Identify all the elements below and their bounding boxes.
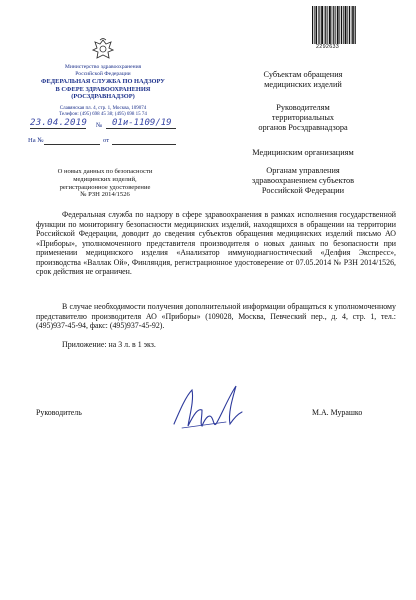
agency-address: Славянская пл. 4, стр. 1, Москва, 109074 Телефон: (495) 698 45 38; (495) 698 15 74 xyxy=(59,106,147,118)
registration-number: 01и-1109/19 xyxy=(112,118,172,128)
letterhead xyxy=(28,38,178,118)
attachment-note: Приложение: на 3 л. в 1 экз. xyxy=(62,340,156,349)
signatory-role: Руководитель xyxy=(36,408,82,417)
number-underline xyxy=(106,128,176,129)
reference-date-label: от xyxy=(103,137,110,144)
reference-number-label: На № xyxy=(28,137,44,144)
body-paragraph-2: В случае необходимости получения дополнительной информации обращаться к уполномоченному представителю производителя АО «Приборы» (109028, Москва, Певческий пер., д. 4, стр. 1, тел.: (495)937-45-94, факс: (495)937-45-92). xyxy=(36,302,396,330)
ministry-name: Министерство здравоохранения Российской Федерации xyxy=(64,64,142,77)
agency-name: ФЕДЕРАЛЬНАЯ СЛУЖБА ПО НАДЗОРУ В СФЕРЕ ЗДРАВООХРАНЕНИЯ (РОСЗДРАВНАДЗОР) xyxy=(41,78,165,100)
number-label: № xyxy=(96,122,103,129)
letter-subject: О новых данных по безопасности медицинских изделий, регистрационное удостоверение № РЗН 2014/1526 xyxy=(57,168,153,199)
date-underline xyxy=(30,128,86,129)
coat-of-arms-icon xyxy=(92,38,114,62)
barcode-icon xyxy=(312,6,356,44)
addressee-4: Органам управления здравоохранением субъектов Российской Федерации xyxy=(251,166,355,195)
signatory-name: М.А. Мурашко xyxy=(312,408,363,417)
addressee-2: Руководителям территориальных органов Росздравнадзора xyxy=(258,103,348,132)
registration-date: 23.04.2019 xyxy=(30,118,88,128)
barcode-number: 2292633 xyxy=(316,44,340,50)
addressee-1: Субъектам обращения медицинских изделий xyxy=(263,70,343,89)
handwritten-signature xyxy=(168,380,248,438)
reference-number-line xyxy=(44,144,100,145)
addressee-3: Медицинским организациям xyxy=(252,148,354,157)
reference-date-line xyxy=(112,144,176,145)
body-paragraph-1: Федеральная служба по надзору в сфере здравоохранения в рамках исполнения государственной функции по мониторингу безопасности медицинских изделий, находящихся в обращении на территории Российской Федерации, доводит до сведения субъектов обращения медицинских изделий письмо АО «Приборы», уполномоченного представителя производителя о новых данных по безопасности при применении медицинского изделия «Анализатор иммунодиагностический «Делфия Экспресс», производства «Валлак Ой», Финляндия, регистрационное удостоверение от 07.05.2014 № РЗН 2014/1526, срок действия не ограничен. xyxy=(36,210,396,276)
